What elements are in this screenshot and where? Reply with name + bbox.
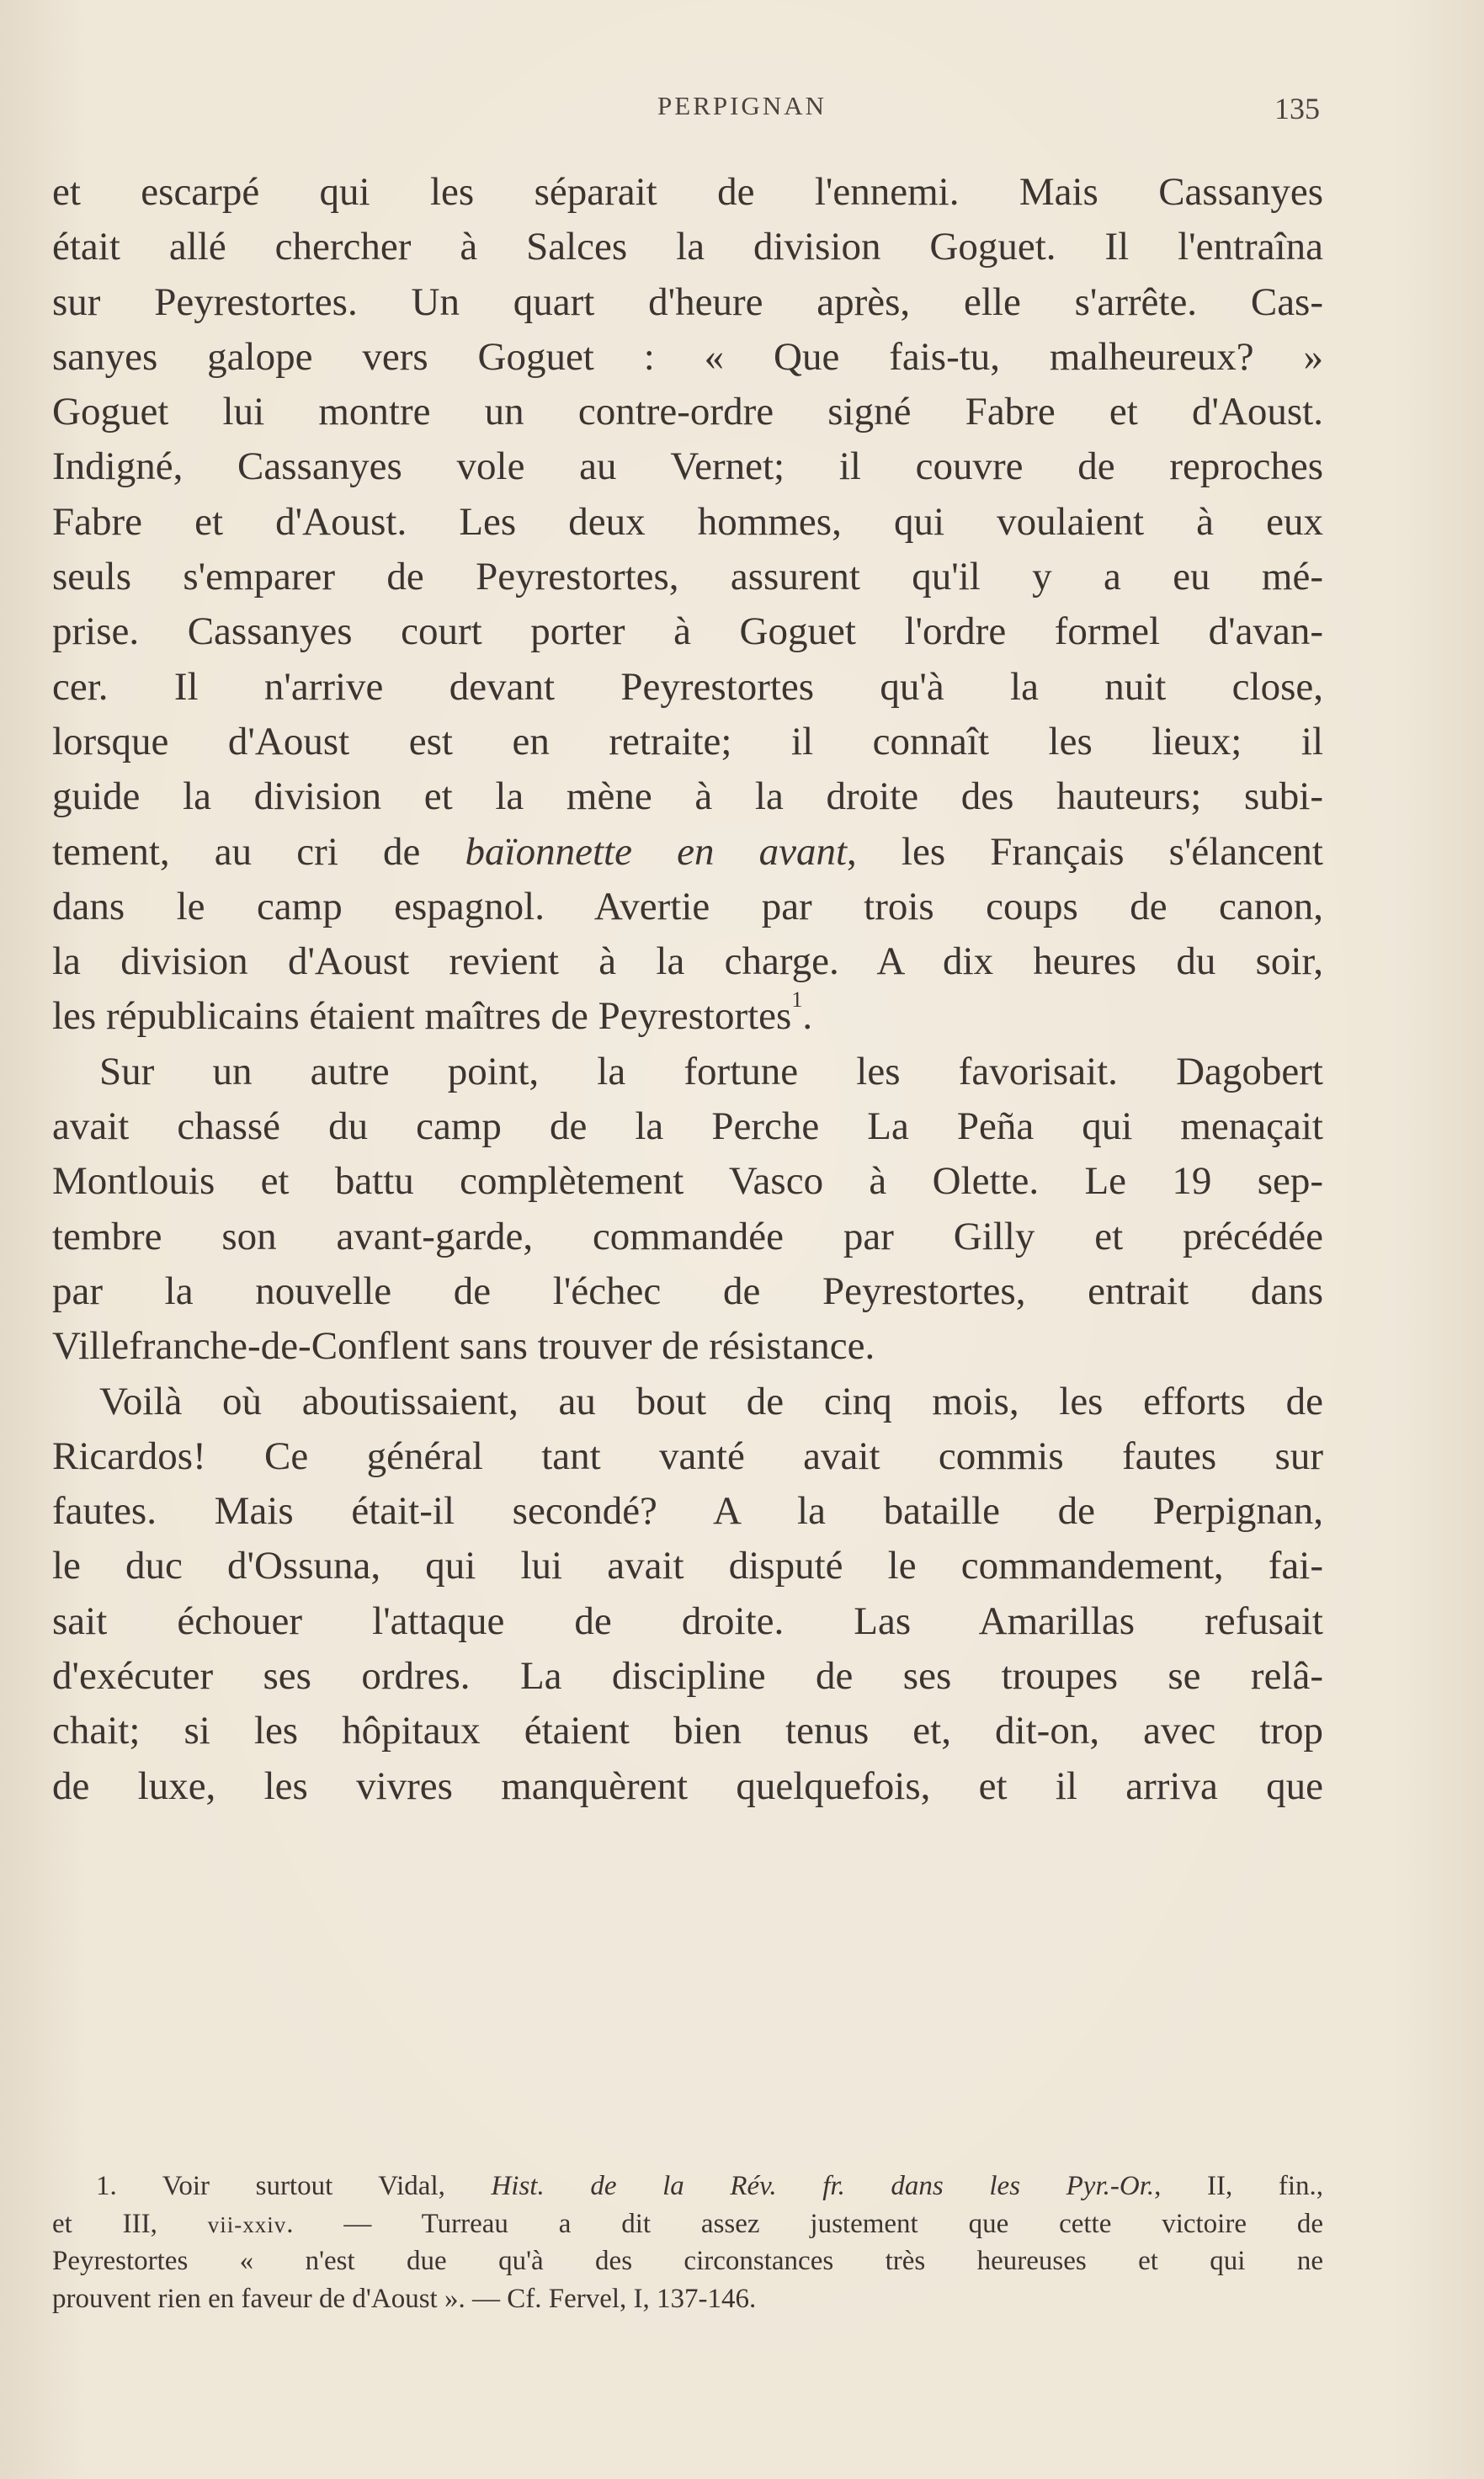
text-line: et escarpé qui les séparait de l'ennemi. Mais Cassanyes	[52, 170, 1323, 214]
text-line: le duc d'Ossuna, qui lui avait disputé le commandement, fai-	[52, 1544, 1323, 1588]
text-line: sait échouer l'attaque de droite. Las Amarillas refusait	[52, 1599, 1323, 1643]
text-line: dans le camp espagnol. Avertie par trois coups de canon,	[52, 884, 1323, 928]
text-line: Ricardos! Ce général tant vanté avait commis fautes sur	[52, 1434, 1323, 1478]
text-line: sanyes galope vers Goguet : « Que fais-tu, malheureux? »	[52, 334, 1323, 379]
small-caps-range: vii-xxiv	[207, 2211, 287, 2237]
text-fragment: les républicains étaient maîtres de Peyrestortes	[52, 994, 792, 1039]
text-line: Fabre et d'Aoust. Les deux hommes, qui voulaient à eux	[52, 499, 1323, 544]
text-fragment: , II, fin.,	[1154, 2171, 1323, 2201]
text-fragment: 1. Voir surtout Vidal,	[96, 2171, 492, 2201]
text-fragment: , les Français s'élancent	[847, 829, 1323, 874]
footnote-line: Peyrestortes « n'est due qu'à des circonstances très heureuses et qui ne	[52, 2246, 1323, 2276]
text-line: cer. Il n'arrive devant Peyrestortes qu'à la nuit close,	[52, 664, 1323, 709]
page-number: 135	[1274, 92, 1320, 125]
running-head	[0, 91, 1484, 128]
italic-title: Hist. de la Rév. fr. dans les Pyr.-Or.	[491, 2171, 1155, 2201]
text-line: Goguet lui montre un contre-ordre signé Fabre et d'Aoust.	[52, 390, 1323, 434]
paragraph-last-line: Villefranche-de-Conflent sans trouver de résistance.	[52, 1324, 875, 1369]
text-line: par la nouvelle de l'échec de Peyrestortes, entrait dans	[52, 1269, 1323, 1313]
text-line: d'exécuter ses ordres. La discipline de ses troupes se relâ-	[52, 1654, 1323, 1699]
text-fragment: . — Turreau a dit assez justement que cette victoire de	[286, 2208, 1323, 2239]
footnotes	[52, 2168, 1323, 2317]
text-line: était allé chercher à Salces la division Goguet. Il l'entraîna	[52, 225, 1323, 269]
text-line: fautes. Mais était-il secondé? A la bataille de Perpignan,	[52, 1489, 1323, 1534]
text-line-with-italic	[52, 825, 1323, 880]
text-line: prise. Cassanyes court porter à Goguet l'ordre formel d'avan-	[52, 609, 1323, 654]
text-line: de luxe, les vivres manquèrent quelquefois, et il arriva que	[52, 1763, 1323, 1808]
body-text	[52, 165, 1323, 1814]
text-line: la division d'Aoust revient à la charge. A dix heures du soir,	[52, 939, 1323, 984]
footnote-line	[52, 2168, 1323, 2205]
italic-phrase: baïonnette en avant	[465, 829, 848, 874]
text-line: avait chassé du camp de la Perche La Peña qui menaçait	[52, 1104, 1323, 1149]
text-line: Voilà où aboutissaient, au bout de cinq mois, les efforts de	[99, 1379, 1323, 1423]
text-line: Indigné, Cassanyes vole au Vernet; il couvre de reproches	[52, 444, 1323, 489]
running-title: PERPIGNAN	[657, 91, 827, 120]
text-line: seuls s'emparer de Peyrestortes, assurent qu'il y a eu mé-	[52, 555, 1323, 599]
text-line: sur Peyrestortes. Un quart d'heure après, elle s'arrête. Cas-	[52, 279, 1323, 324]
text-fragment: .	[802, 994, 813, 1039]
footnote-ref: 1	[791, 987, 803, 1012]
text-line: lorsque d'Aoust est en retraite; il connaît les lieux; il	[52, 719, 1323, 763]
text-line: tembre son avant-garde, commandée par Gilly et précédée	[52, 1214, 1323, 1258]
footnote-line: prouvent rien en faveur de d'Aoust ». — Cf. Fervel, I, 137-146.	[52, 2283, 757, 2314]
footnote-line	[52, 2205, 1323, 2243]
text-line: chait; si les hôpitaux étaient bien tenus et, dit-on, avec trop	[52, 1709, 1323, 1753]
text-line: Montlouis et battu complètement Vasco à Olette. Le 19 sep-	[52, 1159, 1323, 1204]
text-line: Sur un autre point, la fortune les favorisait. Dagobert	[99, 1049, 1323, 1093]
text-fragment: tement, au cri de	[52, 829, 465, 874]
text-fragment: et III,	[52, 2208, 208, 2239]
paragraph-last-line	[52, 989, 1323, 1044]
text-line: guide la division et la mène à la droite des hauteurs; subi-	[52, 774, 1323, 819]
